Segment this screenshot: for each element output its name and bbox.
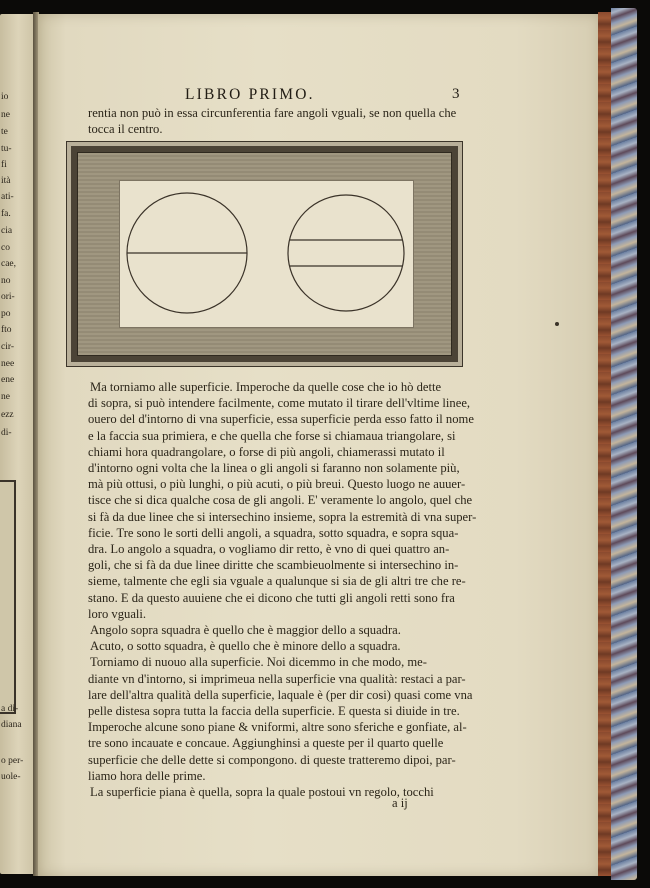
facing-page-fragment: io <box>1 92 9 102</box>
facing-page-fragment: ne <box>1 392 10 402</box>
facing-page-fragment: fto <box>1 325 12 335</box>
facing-page-fragment: uole- <box>1 772 21 782</box>
text-line: superficie che delle dette si compongono. di queste tratteremo dipoi, par- <box>88 752 456 767</box>
text-line: diante vn d'intorno, si imprimeua nella superficie vna qualità: restaci a par- <box>88 671 466 686</box>
facing-page-fragment: o per- <box>1 756 24 766</box>
facing-page-fragment: ne <box>1 110 10 120</box>
text-line: Torniamo di nuouo alla superficie. Noi dicemmo in che modo, me- <box>90 655 427 670</box>
text-line: La superficie piana è quella, sopra la quale postoui vn regolo, tocchi <box>90 785 434 799</box>
text-line: tocca il centro. <box>88 122 163 136</box>
text-line: goli, che si fà da due linee diritte che scambieuolmente si intersechino in- <box>88 558 459 573</box>
facing-page-fragment: fa. <box>1 209 11 219</box>
text-line: chiami hora quadrangolare, o forse di più angoli, chiamerassi mutato il <box>88 444 445 459</box>
text-line: d'intorno ogni volta che la linea o gli angoli si faranno non solamente più, <box>88 461 460 475</box>
engraved-figure <box>66 141 463 367</box>
text-line: Angolo sopra squadra è quello che è maggior dello a squadra. <box>90 623 401 637</box>
running-head: LIBRO PRIMO. <box>185 86 315 103</box>
text-line: ouero del d'intorno di vna superficie, essa superficie perda esso fatto il nome <box>88 412 474 427</box>
text-line: rentia non può in essa circunferentia fare angoli vguali, se non quella che <box>88 106 457 120</box>
text-line: e la faccia sua primiera, e che quella che forse si chiamaua triangolare, si <box>88 428 456 443</box>
facing-page <box>0 14 33 874</box>
facing-page-fragment: ati- <box>1 192 14 202</box>
facing-page-fragment: diana <box>1 720 22 730</box>
facing-page-frame <box>0 480 19 714</box>
text-line: stano. E da questo auuiene che ei dicono che tutti gli angoli retti sono fra <box>88 590 455 605</box>
text-line: mà più ottusi, o più lunghi, o più acuti, o più breui. Questo luogo ne auuer- <box>88 477 466 492</box>
text-line: liamo hora delle prime. <box>88 768 206 783</box>
facing-page-fragment: ità <box>1 176 11 186</box>
facing-page-fragment: ezz <box>1 410 14 420</box>
facing-page-fragment: fi <box>1 160 7 170</box>
facing-page-fragment: nee <box>1 359 15 369</box>
text-line: loro vguali. <box>88 606 147 621</box>
text-line: Imperoche alcune sono piane & vniformi, altre sono sferiche e gonfiate, al- <box>88 720 467 735</box>
ink-spot <box>555 322 559 326</box>
facing-page-fragment: cir- <box>1 342 14 352</box>
facing-page-fragment: cae, <box>1 259 17 269</box>
text-line: Acuto, o sotto squadra, è quello che è minore dello a squadra. <box>90 639 401 654</box>
page-number: 3 <box>452 86 460 102</box>
signature-mark: a ij <box>392 796 408 810</box>
text-line: tre sono incauate e concaue. Aggiunghinsi a queste per il quarto quelle <box>88 736 444 751</box>
text-line: pelle distesa sopra tutta la faccia della superficie. E questa si diuide in tre. <box>88 704 460 718</box>
facing-page-fragment: co <box>1 243 10 253</box>
text-line: lare dell'altra qualità della superficie, laquale è (per dir cosi) quasi come vna <box>88 687 473 702</box>
page-fore-edge <box>598 12 612 876</box>
marbled-cover <box>611 8 637 880</box>
text-line: si fà da due linee che si intersechino insieme, sopra la estremità di vna super- <box>88 509 477 524</box>
text-line: sieme, talmente che egli sia vguale a qualunque si sia de gli altri tre che re- <box>88 574 466 589</box>
text-line: Ma torniamo alle superficie. Imperoche da quelle cose che io hò dette <box>90 380 442 394</box>
text-line: ficie. Tre sono le sorti delli angoli, a squadra, sotto squadra, e sopra squa- <box>88 525 459 540</box>
circle-with-chords <box>288 195 404 311</box>
facing-page-fragment: cia <box>1 226 13 236</box>
facing-page-fragment: po <box>1 309 11 319</box>
text-line: tisce che si dica qualche cosa de gli angoli. E' veramente lo angolo, quel che <box>88 493 473 508</box>
text-line: dra. Lo angolo a squadra, o vogliamo dir retto, è vno di quei quattro an- <box>88 542 450 556</box>
facing-page-fragment: di- <box>1 428 12 438</box>
figure-card <box>119 180 414 328</box>
facing-page-fragment: ene <box>1 375 15 385</box>
facing-page-fragment: te <box>1 127 8 137</box>
text-line: di sopra, si può intendere facilmente, come mutato il tirare dell'vltime linee, <box>88 396 471 411</box>
facing-page-fragment: tu- <box>1 144 12 154</box>
facing-page-fragment: no <box>1 276 11 286</box>
facing-page-fragment: a di- <box>1 704 19 714</box>
circle-with-diameter <box>127 193 247 313</box>
facing-page-fragment: ori- <box>1 292 15 302</box>
